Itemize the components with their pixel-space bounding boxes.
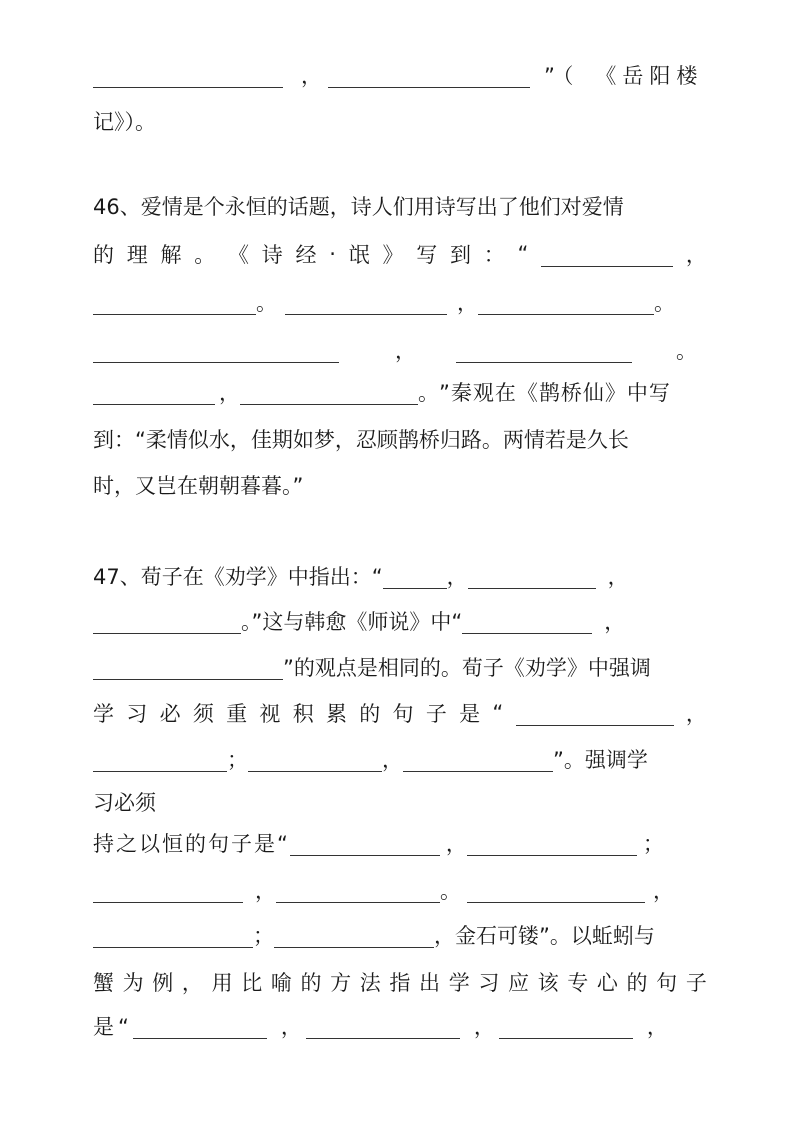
q47-line-5 bbox=[93, 739, 707, 779]
char: 的 bbox=[300, 971, 322, 995]
text-segment: ”。强调学 bbox=[553, 748, 648, 772]
answer-blank[interactable] bbox=[328, 63, 530, 88]
q46-line-4 bbox=[93, 330, 707, 370]
punct-period: 。 bbox=[676, 339, 697, 363]
q46-line-2 bbox=[93, 234, 707, 274]
punct-period: 。 bbox=[256, 291, 277, 315]
punct-comma: ， bbox=[219, 381, 240, 405]
q47-line-6: 习必须 bbox=[93, 791, 156, 815]
answer-blank[interactable] bbox=[467, 831, 637, 856]
char: 须 bbox=[192, 702, 214, 726]
punct-comma: ， bbox=[255, 879, 276, 903]
q45-line-2: 记》）。 bbox=[93, 110, 156, 134]
char: 。 bbox=[194, 243, 216, 267]
answer-blank[interactable] bbox=[133, 1014, 267, 1039]
char: 子 bbox=[685, 971, 707, 995]
char: 心 bbox=[596, 971, 618, 995]
char: 是 bbox=[459, 702, 481, 726]
char: 积 bbox=[292, 702, 314, 726]
punct-comma: ， bbox=[607, 565, 629, 589]
answer-blank[interactable] bbox=[274, 923, 434, 948]
text-segment: 持之以恒的句子是“ bbox=[93, 832, 290, 856]
punct-semicolon: ； bbox=[253, 924, 274, 948]
punct-comma: ， bbox=[382, 748, 403, 772]
answer-blank[interactable] bbox=[478, 290, 654, 315]
char: 比 bbox=[241, 971, 263, 995]
char: 到 bbox=[449, 243, 471, 267]
punct-comma: ， bbox=[473, 1015, 495, 1039]
punct-semicolon: ； bbox=[227, 748, 248, 772]
q47-line-3 bbox=[93, 647, 707, 687]
char: 例 bbox=[152, 971, 174, 995]
char: 该 bbox=[537, 971, 559, 995]
q46-line-6: 到：“柔情似水，佳期如梦，忍顾鹊桥归路。两情若是久长 bbox=[93, 428, 629, 452]
char: 出 bbox=[419, 971, 441, 995]
char: 指 bbox=[389, 971, 411, 995]
answer-blank[interactable] bbox=[93, 747, 227, 772]
punct-comma: ， bbox=[604, 610, 626, 634]
punct-semicolon: ； bbox=[642, 832, 664, 856]
answer-blank[interactable] bbox=[456, 338, 632, 363]
char: 》 bbox=[382, 243, 404, 267]
char: 用 bbox=[211, 971, 233, 995]
char: 写 bbox=[416, 243, 438, 267]
char: 习 bbox=[478, 971, 500, 995]
answer-blank[interactable] bbox=[467, 878, 645, 903]
char: 喻 bbox=[270, 971, 292, 995]
answer-blank[interactable] bbox=[93, 290, 256, 315]
answer-blank[interactable] bbox=[306, 1014, 460, 1039]
punct-comma: ， bbox=[446, 565, 468, 589]
text-segment: ”的观点是相同的。荀子《劝学》中强调 bbox=[283, 656, 651, 680]
q47-line-7 bbox=[93, 823, 707, 863]
q47-line-2 bbox=[93, 601, 707, 641]
answer-blank[interactable] bbox=[93, 63, 283, 88]
char: 诗 bbox=[261, 243, 283, 267]
q47-line-8 bbox=[93, 870, 707, 910]
char: 《 bbox=[228, 243, 249, 267]
char: 累 bbox=[325, 702, 347, 726]
book-title: 《岳阳楼 bbox=[595, 64, 704, 88]
char: ， bbox=[181, 971, 203, 995]
punct-period: 。 bbox=[440, 879, 461, 903]
q47-line-10 bbox=[93, 962, 707, 1002]
answer-blank[interactable] bbox=[276, 878, 440, 903]
q46-line-1: 46、爱情是个永恒的话题，诗人们用诗写出了他们对爱情 bbox=[93, 195, 624, 219]
char: “ bbox=[517, 242, 529, 266]
text-segment: ，金石可镂”。以蚯蚓与 bbox=[434, 924, 655, 948]
answer-blank[interactable] bbox=[93, 609, 241, 634]
char: 重 bbox=[226, 702, 248, 726]
char: 子 bbox=[425, 702, 447, 726]
punct-comma: ， bbox=[301, 64, 322, 88]
text-segment: 47、荀子在《劝学》中指出：“ bbox=[93, 565, 383, 589]
quote-close: ”（ bbox=[544, 64, 582, 88]
char: 理 bbox=[126, 243, 148, 267]
q47-line-4 bbox=[93, 693, 707, 733]
punct-comma: ， bbox=[653, 879, 674, 903]
answer-blank[interactable] bbox=[541, 242, 673, 267]
char: 必 bbox=[159, 702, 181, 726]
q47-line-1 bbox=[93, 556, 707, 596]
char: 的 bbox=[359, 702, 381, 726]
char: 方 bbox=[330, 971, 352, 995]
char: 学 bbox=[93, 702, 114, 726]
char: 学 bbox=[448, 971, 470, 995]
q47-line-11 bbox=[93, 1006, 707, 1046]
char: 视 bbox=[259, 702, 281, 726]
char: 专 bbox=[567, 971, 589, 995]
answer-blank[interactable] bbox=[468, 564, 596, 589]
answer-blank[interactable] bbox=[290, 831, 440, 856]
q47-line-9 bbox=[93, 915, 707, 955]
punct-period: 。 bbox=[654, 291, 675, 315]
char: 句 bbox=[392, 702, 414, 726]
char: 的 bbox=[93, 243, 114, 267]
answer-blank[interactable] bbox=[248, 747, 382, 772]
q46-line-3 bbox=[93, 282, 707, 322]
char: 解 bbox=[160, 243, 182, 267]
punct-comma: ， bbox=[395, 339, 416, 363]
answer-blank[interactable] bbox=[93, 380, 215, 405]
q46-line-5 bbox=[93, 372, 707, 412]
char: 经 bbox=[295, 243, 317, 267]
char: 句 bbox=[656, 971, 678, 995]
char: “ bbox=[492, 701, 504, 725]
punct-comma: ， bbox=[280, 1015, 302, 1039]
punct-comma: ， bbox=[685, 702, 707, 726]
answer-blank[interactable] bbox=[383, 564, 447, 589]
answer-blank[interactable] bbox=[499, 1014, 633, 1039]
char: 为 bbox=[122, 971, 144, 995]
char: ： bbox=[483, 243, 505, 267]
answer-blank[interactable] bbox=[93, 878, 243, 903]
char: 蟹 bbox=[93, 971, 114, 995]
punct-comma: ， bbox=[445, 832, 467, 856]
text-segment: 。”这与韩愈《师说》中“ bbox=[241, 610, 463, 634]
char: · bbox=[329, 242, 336, 266]
char: 氓 bbox=[348, 243, 370, 267]
punct-period: 。 bbox=[418, 381, 439, 405]
char: 应 bbox=[507, 971, 529, 995]
text-segment: 是“ bbox=[93, 1015, 133, 1039]
answer-blank[interactable] bbox=[93, 338, 339, 363]
char: 习 bbox=[126, 702, 148, 726]
char: 法 bbox=[359, 971, 381, 995]
answer-blank[interactable] bbox=[285, 290, 447, 315]
punct-comma: ， bbox=[457, 291, 478, 315]
answer-blank[interactable] bbox=[93, 655, 283, 680]
q46-line-7: 时，又岂在朝朝暮暮。” bbox=[93, 474, 304, 498]
q45-line-1 bbox=[93, 55, 707, 95]
punct-comma: ， bbox=[646, 1015, 668, 1039]
text-segment: ”秦观在《鹊桥仙》中写 bbox=[439, 381, 671, 405]
answer-blank[interactable] bbox=[240, 380, 418, 405]
answer-blank[interactable] bbox=[462, 609, 592, 634]
answer-blank[interactable] bbox=[403, 747, 553, 772]
punct-comma: ， bbox=[685, 243, 707, 267]
answer-blank[interactable] bbox=[93, 923, 253, 948]
char: 的 bbox=[626, 971, 648, 995]
answer-blank[interactable] bbox=[516, 701, 674, 726]
